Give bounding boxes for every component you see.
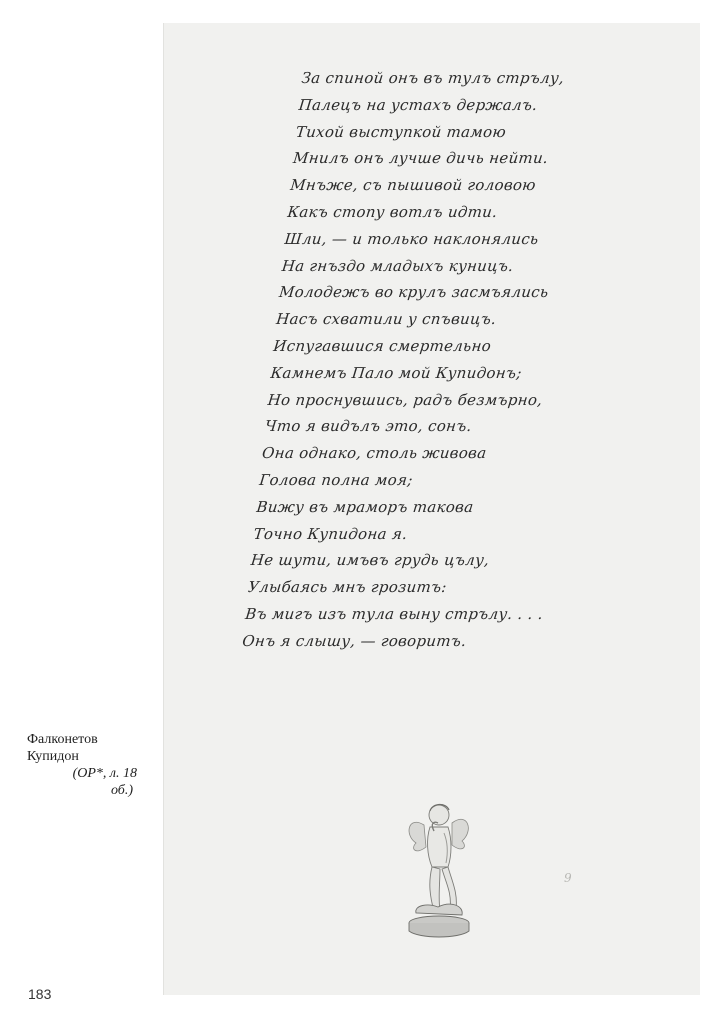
poem-line: Мнилъ онъ лучше дичь нейти. (292, 149, 550, 168)
poem-line: На гнъздо младыхъ куницъ. (280, 256, 515, 275)
poem-line: Испугавшися смертельно (272, 336, 493, 355)
poem-line: Молодежъ во крулъ засмъялись (278, 283, 550, 302)
poem-line: Улыбаясь мнъ грозитъ: (247, 578, 448, 597)
poem-line: Тихой выступкой тамою (295, 122, 508, 141)
poem-line: Въ мигъ изъ тула выну стрълу. . . . (244, 604, 544, 623)
poem-line: Палецъ на устахъ держалъ. (297, 95, 539, 114)
caption-reference: (ОР*, л. 18 (72, 766, 137, 781)
poem-line: Какъ стопу вотлъ идти. (286, 202, 499, 221)
poem-line: Что я видълъ это, сонъ. (264, 417, 473, 436)
pencil-mark: 9 (564, 871, 572, 885)
poem-line: Мнъже, съ пышивой головою (289, 176, 537, 195)
poem-line: Онъ я слышу, — говоритъ. (241, 631, 468, 650)
poem-line: Шли, — и только наклонялись (283, 229, 540, 248)
poem-line: Не шути, имъвъ грудь цълу, (249, 551, 491, 570)
page-number: 183 (28, 986, 52, 1002)
handwritten-poem (241, 65, 716, 655)
caption-title-line1: Фалконетов (27, 732, 98, 747)
figure-caption (27, 731, 137, 799)
poem-line: Голова полна моя; (258, 470, 414, 489)
cupid-figurine-icon (394, 793, 484, 943)
poem-line: Она однако, столь живова (261, 444, 488, 463)
poem-line: Но проснувшись, радъ безмърно, (266, 390, 544, 409)
poem-line: Камнемъ Пало мой Купидонъ; (269, 363, 523, 382)
manuscript-plate (163, 23, 700, 995)
poem-line: Вижу въ мраморъ такова (255, 497, 475, 516)
poem-line: Насъ схватили у спъвицъ. (275, 310, 498, 329)
caption-reference-cont: об.) (110, 783, 133, 798)
poem-line: За спиной онъ въ тулъ стрълу, (300, 69, 566, 87)
poem-line: Точно Купидона я. (252, 524, 409, 543)
caption-title-line2: Купидон (27, 749, 79, 764)
